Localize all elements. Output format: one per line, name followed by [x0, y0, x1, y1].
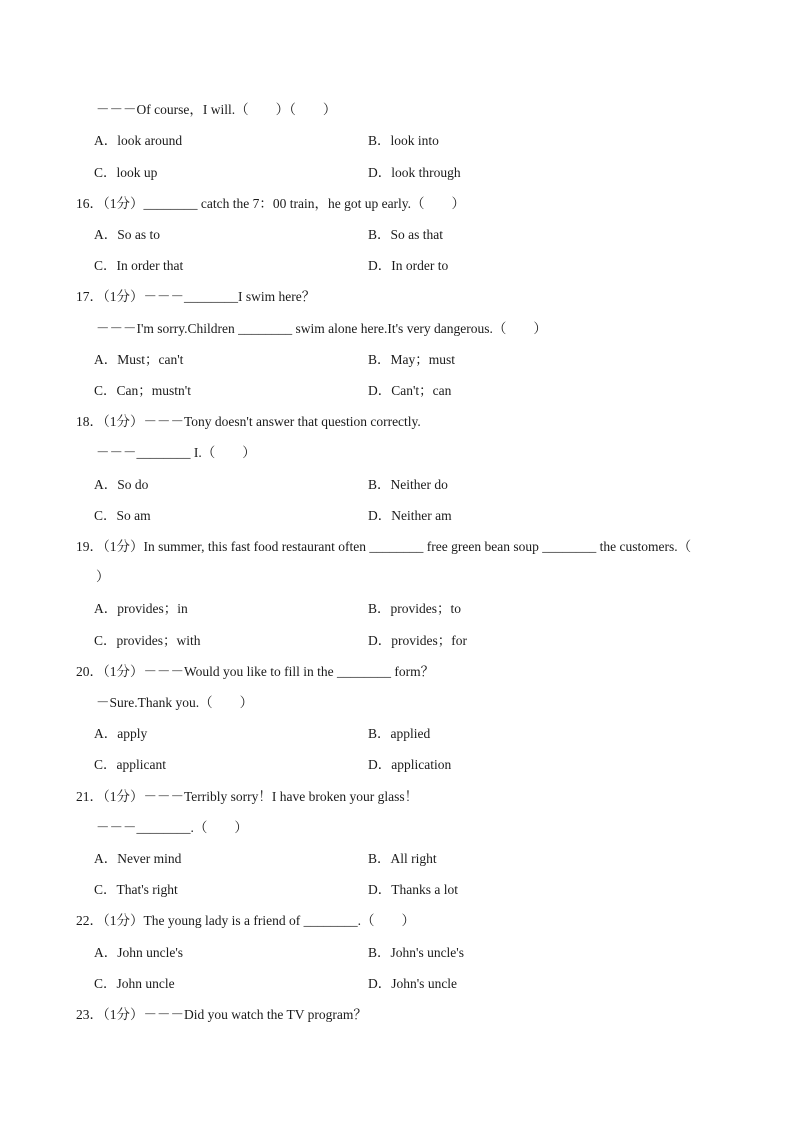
- option-17-d: D．Can't；can: [368, 383, 452, 398]
- option-22-c: C．John uncle: [94, 976, 175, 991]
- option-16-c: C．In order that: [94, 258, 184, 273]
- option-18-c: C．So am: [94, 508, 151, 523]
- question-19-line2: ）: [96, 569, 110, 584]
- option-19-c: C．provides；with: [94, 633, 201, 648]
- question-15-answer-line: －－－Of course，I will.（ ）（ ）: [96, 102, 337, 117]
- option-17-a: A．Must；can't: [94, 352, 184, 367]
- option-15-c: C．look up: [94, 165, 158, 180]
- question-18-line2: －－－________ I.（ ）: [96, 445, 256, 460]
- option-22-b: B．John's uncle's: [368, 945, 464, 960]
- question-19-stem: 19．（1分）In summer, this fast food restaurant often ________ free green bean soup ________ the customers.（: [76, 539, 692, 554]
- option-22-d: D．John's uncle: [368, 976, 458, 991]
- option-15-d: D．look through: [368, 165, 461, 180]
- question-20-line2: －Sure.Thank you.（ ）: [96, 695, 254, 710]
- option-20-b: B．applied: [368, 726, 431, 741]
- question-23-stem: 23．（1分）－－－Did you watch the TV program？: [76, 1007, 367, 1022]
- option-17-b: B．May；must: [368, 352, 456, 367]
- option-19-b: B．provides；to: [368, 601, 461, 616]
- option-18-d: D．Neither am: [368, 508, 452, 523]
- option-18-b: B．Neither do: [368, 477, 448, 492]
- option-16-b: B．So as that: [368, 227, 444, 242]
- option-16-d: D．In order to: [368, 258, 449, 273]
- option-21-b: B．All right: [368, 851, 437, 866]
- question-20-stem: 20．（1分）－－－Would you like to fill in the ________ form？: [76, 664, 435, 679]
- option-19-a: A．provides；in: [94, 601, 188, 616]
- option-17-c: C．Can；mustn't: [94, 383, 191, 398]
- option-15-a: A．look around: [94, 133, 183, 148]
- option-21-a: A．Never mind: [94, 851, 182, 866]
- option-20-a: A．apply: [94, 726, 148, 741]
- option-16-a: A．So as to: [94, 227, 161, 242]
- option-21-d: D．Thanks a lot: [368, 882, 458, 897]
- option-15-b: B．look into: [368, 133, 439, 148]
- question-18-stem: 18．（1分）－－－Tony doesn't answer that question correctly.: [76, 414, 421, 429]
- question-21-line2: －－－________.（ ）: [96, 820, 248, 835]
- question-17-line2: －－－I'm sorry.Children ________ swim alone here.It's very dangerous.（ ）: [96, 321, 547, 336]
- option-21-c: C．That's right: [94, 882, 178, 897]
- option-18-a: A．So do: [94, 477, 149, 492]
- option-22-a: A．John uncle's: [94, 945, 184, 960]
- question-21-stem: 21．（1分）－－－Terribly sorry！I have broken your glass！: [76, 789, 419, 804]
- question-17-stem: 17．（1分）－－－________I swim here？: [76, 289, 316, 304]
- option-20-d: D．application: [368, 757, 452, 772]
- option-19-d: D．provides；for: [368, 633, 467, 648]
- question-22-stem: 22．（1分）The young lady is a friend of ________.（ ）: [76, 913, 415, 928]
- question-16-stem: 16．（1分）________ catch the 7：00 train，he got up early.（ ）: [76, 196, 466, 211]
- option-20-c: C．applicant: [94, 757, 166, 772]
